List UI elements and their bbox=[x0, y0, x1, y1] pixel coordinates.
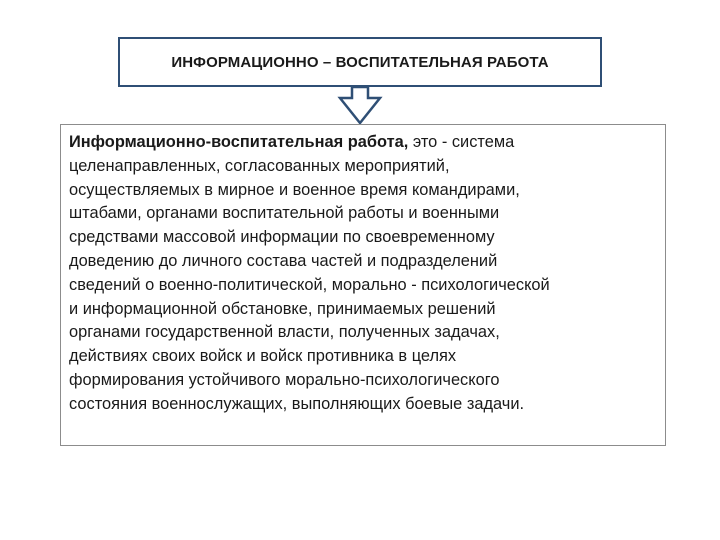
definition-line: сведений о военно-политической, морально - психологической bbox=[69, 275, 550, 294]
diagram-title: ИНФОРМАЦИОННО – ВОСПИТАТЕЛЬНАЯ РАБОТА bbox=[171, 53, 549, 71]
title-box bbox=[118, 37, 602, 87]
definition-line: органами государственной власти, полученных задачах, bbox=[69, 323, 500, 342]
definition-term: Информационно-воспитательная работа, bbox=[69, 133, 409, 151]
definition-line: доведению до личного состава частей и подразделений bbox=[69, 251, 498, 270]
down-arrow-icon bbox=[330, 86, 390, 126]
definition-line: осуществляемых в мирное и военное время командирами, bbox=[69, 180, 520, 199]
definition-line: штабами, органами воспитательной работы и военными bbox=[69, 204, 500, 223]
definition-line: это - система bbox=[408, 133, 515, 151]
definition-line: формирования устойчивого морально-психологического bbox=[69, 370, 500, 389]
definition-box bbox=[60, 124, 666, 446]
definition-line: и информационной обстановке, принимаемых решений bbox=[69, 299, 496, 318]
definition-line: действиях своих войск и войск противника в целях bbox=[69, 347, 457, 366]
definition-paragraph bbox=[69, 131, 657, 417]
definition-line: состояния военнослужащих, выполняющих боевые задачи. bbox=[69, 394, 525, 413]
definition-line: средствами массовой информации по своевременному bbox=[69, 228, 495, 247]
definition-line: целенаправленных, согласованных мероприятий, bbox=[69, 156, 450, 175]
